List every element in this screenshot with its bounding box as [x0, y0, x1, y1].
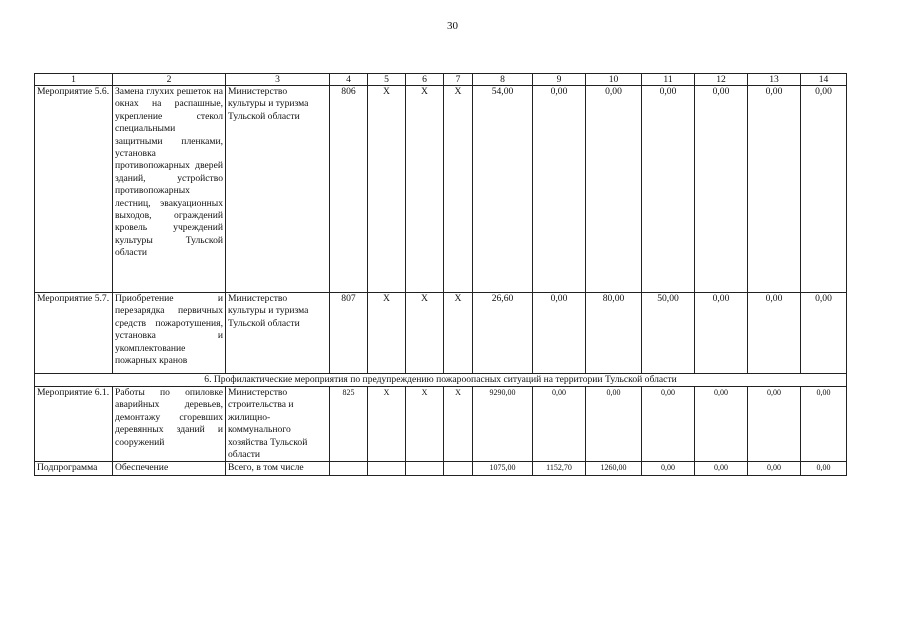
cell-value: X	[406, 86, 444, 293]
section-title: 6. Профилактические мероприятия по предупреждению пожароопасных ситуаций на территории Тульской области	[35, 374, 847, 387]
column-header: 3	[226, 74, 330, 86]
section-row	[35, 374, 847, 387]
cell-value: 0,00	[642, 462, 695, 475]
event-name: Обеспечение	[113, 462, 226, 475]
column-header: 9	[533, 74, 586, 86]
event-code: Мероприятие 5.7.	[35, 293, 113, 374]
cell-value: 0,00	[695, 86, 748, 293]
table-row	[35, 387, 847, 462]
cell-value: 0,00	[801, 462, 847, 475]
cell-value: 0,00	[748, 462, 801, 475]
column-header: 4	[330, 74, 368, 86]
column-header: 8	[473, 74, 533, 86]
cell-value: 1152,70	[533, 462, 586, 475]
page-number: 30	[447, 20, 458, 32]
cell-value	[368, 462, 406, 475]
event-code: Подпрограмма	[35, 462, 113, 475]
cell-value	[330, 462, 368, 475]
event-executor: Министерство культуры и туризма Тульской области	[226, 293, 330, 374]
cell-value: 0,00	[801, 86, 847, 293]
column-header: 13	[748, 74, 801, 86]
event-code: Мероприятие 6.1.	[35, 387, 113, 462]
column-header: 5	[368, 74, 406, 86]
cell-value: 0,00	[586, 86, 642, 293]
cell-value: 50,00	[642, 293, 695, 374]
event-executor: Министерство строительства и жилищно-коммунального хозяйства Тульской области	[226, 387, 330, 462]
event-executor: Всего, в том числе	[226, 462, 330, 475]
cell-value	[444, 462, 473, 475]
event-name: Приобретение и перезарядка первичных средств пожаротушения, установка и укомплектование пожарных кранов	[113, 293, 226, 374]
cell-value: 0,00	[695, 462, 748, 475]
cell-value: 0,00	[533, 387, 586, 462]
event-name: Замена глухих решеток на окнах на распашные, укрепление стекол специальными защитными пленками, установка противопожарных дверей зданий, устройство противопожарных лестниц, эвакуационных выходов, ограждений кровель учреждений культуры Тульской области	[113, 86, 226, 293]
cell-value: 807	[330, 293, 368, 374]
cell-value: 26,60	[473, 293, 533, 374]
cell-value: 0,00	[642, 387, 695, 462]
cell-value: 0,00	[695, 387, 748, 462]
cell-value: 0,00	[801, 293, 847, 374]
cell-value: 0,00	[533, 86, 586, 293]
cell-value: 1260,00	[586, 462, 642, 475]
cell-value: 0,00	[642, 86, 695, 293]
column-header: 1	[35, 74, 113, 86]
cell-value: X	[368, 86, 406, 293]
column-header: 7	[444, 74, 473, 86]
cell-value: X	[444, 387, 473, 462]
table-row	[35, 293, 847, 374]
cell-value: X	[406, 387, 444, 462]
column-header: 11	[642, 74, 695, 86]
table-row	[35, 462, 847, 475]
cell-value: X	[368, 387, 406, 462]
cell-value: 0,00	[748, 387, 801, 462]
cell-value: X	[444, 86, 473, 293]
cell-value: 9290,00	[473, 387, 533, 462]
cell-value: 0,00	[748, 293, 801, 374]
cell-value: 825	[330, 387, 368, 462]
column-header: 2	[113, 74, 226, 86]
column-header: 10	[586, 74, 642, 86]
cell-value: 0,00	[533, 293, 586, 374]
event-name: Работы по опиловке аварийных деревьев, демонтажу сгоревших деревянных зданий и сооружений	[113, 387, 226, 462]
cell-value: 0,00	[748, 86, 801, 293]
cell-value: X	[406, 293, 444, 374]
cell-value	[406, 462, 444, 475]
cell-value: 0,00	[801, 387, 847, 462]
column-header: 6	[406, 74, 444, 86]
header-row	[35, 74, 847, 86]
event-code: Мероприятие 5.6.	[35, 86, 113, 293]
cell-value: 806	[330, 86, 368, 293]
budget-table	[34, 73, 847, 476]
table-row	[35, 86, 847, 293]
event-executor: Министерство культуры и туризма Тульской области	[226, 86, 330, 293]
cell-value: 0,00	[586, 387, 642, 462]
column-header: 14	[801, 74, 847, 86]
cell-value: 80,00	[586, 293, 642, 374]
cell-value: X	[368, 293, 406, 374]
column-header: 12	[695, 74, 748, 86]
cell-value: 0,00	[695, 293, 748, 374]
cell-value: X	[444, 293, 473, 374]
cell-value: 1075,00	[473, 462, 533, 475]
cell-value: 54,00	[473, 86, 533, 293]
